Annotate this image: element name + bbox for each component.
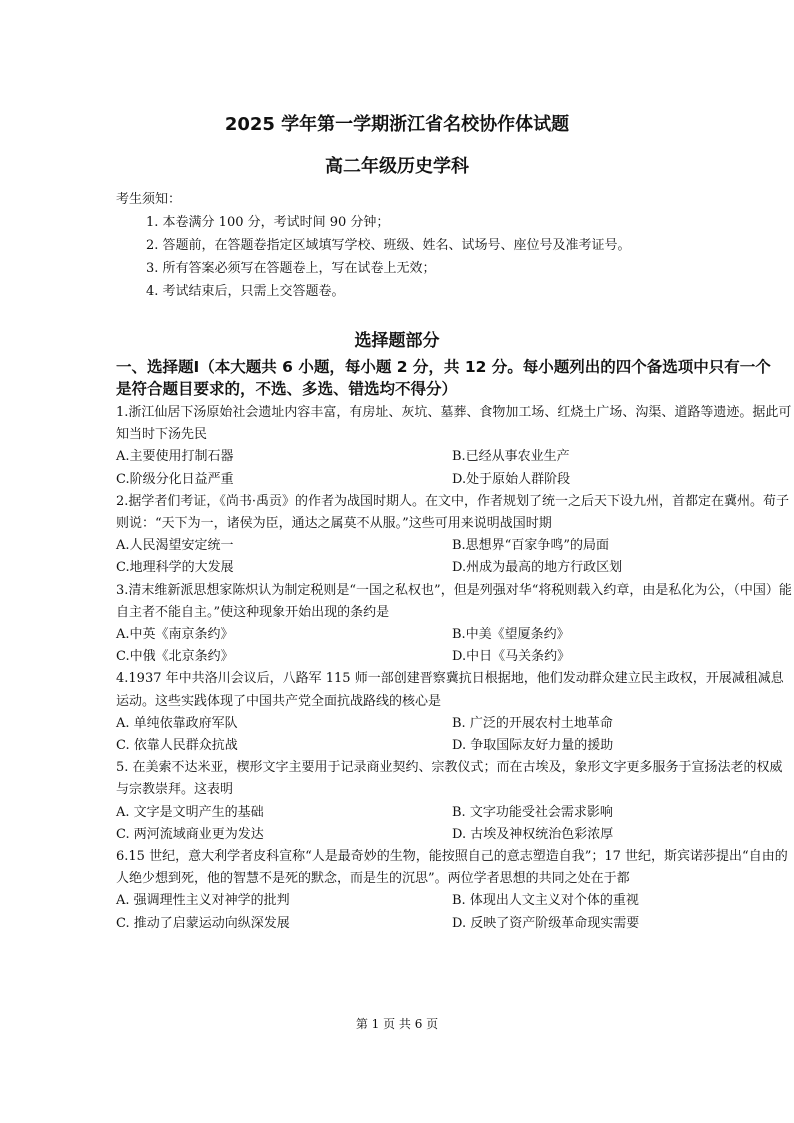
option-a: A.人民渴望安定统一 — [116, 538, 234, 554]
notice-item: 3. 所有答案必须写在答题卷上，写在试卷上无效； — [146, 261, 436, 276]
option-d: D. 古埃及神权统治色彩浓厚 — [452, 826, 614, 842]
question-stem: 2.据学者们考证，《尚书·禹贡》的作者为战国时期人。在文中，作者规划了统一之后天下设九州，首都定在冀州。荀子则说：“天下为一，诸侯为臣，通达之属莫不从服。”这些可用来说明战国时期 — [116, 493, 790, 532]
question — [116, 668, 794, 757]
option-b: B.中美《望厦条约》 — [452, 627, 570, 643]
option-a: A. 强调理性主义对神学的批判 — [116, 893, 290, 909]
exam-subtitle: 高二年级历史学科 — [325, 156, 469, 177]
option-b: B. 广泛的开展农村土地革命 — [452, 715, 613, 731]
question-stem: 6.15 世纪，意大利学者皮科宣称“人是最奇妙的生物，能按照自己的意志塑造自我”；17 世纪，斯宾诺莎提出“自由的人绝少想到死，他的智慧不是死的默念，而是生的沉思”。两位学者思想的共同之处在于都 — [116, 849, 788, 887]
option-c: C.阶级分化日益严重 — [116, 471, 234, 487]
notice-item: 2. 答题前，在答题卷指定区域填写学校、班级、姓名、试场号、座位号及准考证号。 — [146, 238, 631, 253]
part-title: 一、选择题Ⅰ（本大题共 6 小题，每小题 2 分，共 12 分。每小题列出的四个备选项中只有一个是符合题目要求的，不选、多选、错选均不得分） — [116, 358, 771, 398]
option-d: D.中日《马关条约》 — [452, 649, 571, 665]
question — [116, 491, 794, 580]
option-d: D.州成为最高的地方行政区划 — [452, 560, 623, 576]
question-stem: 5. 在美索不达米亚，楔形文字主要用于记录商业契约、宗教仪式；而在古埃及，象形文字更多服务于宣扬法老的权威与宗教崇拜。这表明 — [116, 760, 783, 798]
question-stem: 1.浙江仙居下汤原始社会遗址内容丰富，有房址、灰坑、墓葬、食物加工场、红烧土广场、沟渠、道路等遗迹。据此可知当时下汤先民 — [116, 405, 792, 443]
question — [116, 757, 794, 846]
option-c: C. 推动了启蒙运动向纵深发展 — [116, 915, 290, 931]
question-stem: 4.1937 年中共洛川会议后，八路军 115 师一部创建晋察冀抗日根据地，他们发动群众建立民主政权，开展减租减息运动。这些实践体现了中国共产党全面抗战路线的核心是 — [116, 671, 784, 709]
option-b: B.已经从事农业生产 — [452, 449, 570, 465]
page-footer: 第 1 页 共 6 页 — [355, 1017, 439, 1031]
question — [116, 846, 794, 935]
option-c: C.地理科学的大发展 — [116, 560, 234, 576]
question — [116, 580, 794, 669]
option-b: B. 体现出人文主义对个体的重视 — [452, 893, 639, 909]
option-b: B. 文字功能受社会需求影响 — [452, 804, 613, 820]
option-d: D. 争取国际友好力量的援助 — [452, 738, 614, 754]
option-d: D.处于原始人群阶段 — [452, 471, 571, 487]
question-list — [116, 402, 794, 935]
option-a: A. 文字是文明产生的基础 — [116, 804, 264, 820]
notice-item: 1. 本卷满分 100 分，考试时间 90 分钟； — [146, 215, 390, 230]
option-a: A. 单纯依靠政府军队 — [116, 715, 238, 731]
section-title: 选择题部分 — [354, 331, 440, 351]
option-a: A.主要使用打制石器 — [116, 449, 234, 465]
option-d: D. 反映了资产阶级革命现实需要 — [452, 915, 640, 931]
question — [116, 402, 794, 491]
option-c: C. 依靠人民群众抗战 — [116, 738, 238, 754]
option-c: C.中俄《北京条约》 — [116, 649, 234, 665]
notice-heading: 考生须知： — [116, 192, 182, 207]
option-c: C. 两河流域商业更为发达 — [116, 826, 264, 842]
exam-title: 2025 学年第一学期浙江省名校协作体试题 — [224, 114, 570, 135]
notice-item: 4. 考试结束后，只需上交答题卷。 — [146, 284, 345, 299]
option-a: A.中英《南京条约》 — [116, 627, 234, 643]
question-stem: 3.清末维新派思想家陈炽认为制定税则是“一国之私权也”，但是列强对华“将税则载入约章，由是私化为公，（中国）能自主者不能自主。”使这种现象开始出现的条约是 — [116, 582, 792, 620]
candidate-notice — [116, 188, 631, 303]
option-b: B.思想界“百家争鸣”的局面 — [452, 538, 609, 554]
